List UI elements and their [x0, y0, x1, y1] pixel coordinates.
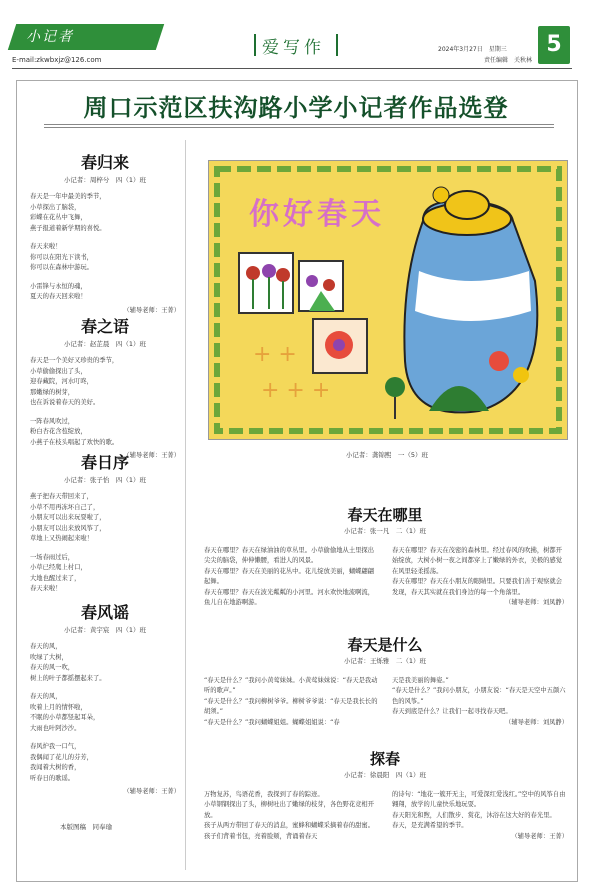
poem-line: 我闻着大树的香，	[30, 764, 81, 771]
article-teacher: （辅导老师：王菁）	[511, 832, 568, 840]
page-number: 5	[538, 26, 570, 64]
poem-line: 春天的风一吹，	[30, 664, 75, 671]
article-teacher: （辅导老师：刘凤静）	[505, 718, 568, 726]
page-headline: 周口示范区扶沟路小学小记者作品选登	[83, 94, 509, 122]
poem-4	[30, 600, 180, 801]
poem-title: 春日序	[80, 453, 129, 472]
poem-author: 小记者：赵芷晨 四（1）班	[63, 340, 147, 348]
article-title: 探春	[369, 750, 400, 768]
poem-line: 也在诉说着春天的美好。	[30, 399, 100, 406]
poem-author: 小记者：张子怡 四（1）班	[63, 476, 147, 484]
poem-teacher: （辅导老师：王菁）	[123, 306, 180, 314]
poem-line: 夏天的春天回来啦！	[30, 293, 87, 300]
poem-line: 一阵春风吹过，	[30, 417, 75, 425]
poem-line: 草地上又热闹起来啦！	[30, 535, 93, 542]
paragraph: 万物复苏，鸟语花香，我探到了春的踪迹。	[204, 791, 324, 798]
paragraph: 春天到底是什么？让我们一起寻找春天吧。	[392, 708, 512, 716]
paragraph: 春天，是充满希望的季节。	[392, 822, 468, 830]
brand-title: 小记者	[26, 29, 74, 45]
svg-text:+ +: + +	[253, 342, 297, 367]
poem-line: 春天来啦！	[30, 585, 62, 592]
poem-title: 春归来	[80, 153, 129, 172]
poem-line: 小燕子在枝头唱起了欢快的歌。	[30, 438, 119, 446]
article-column-left	[204, 546, 380, 608]
email-line: E-mail:zkwbxjz@126.com	[12, 56, 102, 64]
paragraph: “春天是什么？”我问柳树爷爷。柳树爷爷说：“春天是我长长的胡须。”	[204, 697, 378, 716]
poem-title: 春之语	[80, 317, 129, 336]
paragraph: 小草钢钢探出了头，柳树吐出了嫩绿的枝芽，各色野花竞相开放。	[204, 801, 375, 819]
poem-line: 你可以在阳光下读书，	[30, 253, 93, 261]
article-author: 小记者：徐晨阳 四（1）班	[343, 771, 427, 779]
poem-line: 春天是一个美好又珍贵的季节，	[30, 357, 119, 364]
poem-line: 大雨也叶阿沙沙。	[30, 724, 81, 732]
article-column-right	[392, 790, 568, 842]
poem-teacher: （辅导老师：王菁）	[123, 452, 180, 459]
paragraph: 天是我美丽的舞姿。”	[392, 677, 449, 684]
poem-line: 树上的叶子都摇摆起来了。	[30, 674, 106, 682]
paragraph: “春天是什么？”我问小黄莺妹妹。小黄莺妹妹说：“春天是我动听的歌声。”	[204, 677, 378, 695]
paragraph: 春天在哪里？春天在美丽的花丛中。花儿绽放美丽，蝴蝶翩翩起舞。	[204, 567, 375, 586]
paragraph: 孩子从两方带回了春天的消息，蜜蜂和蝴蝶采摘着春的甜蜜。孩子们背着书包，亮着脸颊，背诵着春天	[204, 822, 375, 840]
headline-rule-bottom	[44, 127, 554, 128]
poem-line: 粉白杏花含苞绽放，	[30, 428, 87, 435]
paragraph: 春天在哪里？春天在波光粼粼的小河里。河水欢快地流啊流，鱼儿自在地游啊游。	[204, 588, 375, 607]
article-column-right	[392, 676, 568, 728]
poem-line: 小朋友可以出来放风筝了，	[30, 524, 106, 532]
article-teacher: （辅导老师：刘凤静）	[505, 599, 568, 607]
poem-line: 春天来啦！	[30, 243, 62, 250]
poem-line: 小草已经爬上村口，	[30, 564, 87, 571]
poem-line: 吹着上月的情怀啦，	[30, 703, 87, 711]
poem-line: 迎春藏院，河水叮咚，	[30, 378, 93, 385]
poem-line: 小草不用再冻坏自己了，	[30, 503, 100, 511]
article-column-right	[392, 546, 568, 608]
poem-line: 燕子报道着新学期的喜悦。	[30, 224, 106, 232]
article-title: 春天是什么	[347, 636, 423, 654]
article-title: 春天在哪里	[347, 506, 423, 524]
poem-line: 小草探出了脑袋，	[30, 203, 81, 211]
headline-rule-top	[44, 124, 554, 125]
poem-line: 我偶闻了花儿的芬芳，	[30, 753, 93, 761]
poem-line: 一场春雨过后，	[30, 553, 75, 561]
poem-line: 大地也醒过来了，	[30, 574, 81, 582]
poem-line: 那嫩绿的树芽，	[30, 388, 75, 396]
paragraph: “春天是什么？”我问蝴蝶姐姐。蝴蝶姐姐说：“春	[204, 718, 340, 726]
poem-line: 吹绿了大树，	[30, 653, 68, 661]
paragraph: 春天在哪里？春天在小朋友的眼睛里。只要我们善于观察就会发现，春天其实就在我们身边的每一个角落里。	[392, 578, 563, 596]
paragraph: 春天在哪里？春天在绿油油的草丛里。小草偷偷地从土里探出尖尖的脑袋，伸伸懒腰，看进人的风景。	[204, 547, 375, 565]
poem-line: 小朋友可以出来玩耍啦了，	[30, 514, 106, 521]
section-divider-right	[336, 34, 338, 56]
poem-line: 小草偷偷探出了头，	[30, 367, 87, 375]
poem-line: 春风炉我一口气，	[30, 743, 81, 750]
poem-line: 燕子把春天带回来了，	[30, 493, 93, 500]
poem-line: 春天是一年中最美的季节，	[30, 193, 106, 200]
paragraph: 的诗句：“地花一簇开无主，可爱深红爱浅红。”空中的风筝自由翱翔，放学的儿童快乐地玩耍。	[392, 791, 566, 809]
poem-teacher: （辅导老师：王菁）	[123, 788, 180, 795]
paragraph: “春天是什么？”我问小朋友，小朋友说：“春天是天空中五颜六色的风筝。”	[392, 687, 566, 705]
editor-line: 责任编辑 关秋林	[484, 57, 533, 64]
poem-line: 彩蝶在花丛中飞舞，	[30, 214, 87, 221]
article-column-left	[204, 676, 380, 728]
poem-author: 小记者：周梓兮 四（1）班	[63, 176, 147, 184]
child-painting	[208, 160, 568, 440]
section-title: 爱写作	[262, 38, 325, 58]
footer-credit: 本版图稿 同奉瑜	[60, 823, 112, 831]
poem-line: 小雷锋与永恒的魂，	[30, 282, 87, 290]
painting-caption: 小记者：龚锦熙 一（5）班	[345, 451, 429, 459]
column-separator	[185, 140, 186, 870]
paragraph: 春天阳光和煦，人们散步、赏花，沐浴在这大好的春光里。	[392, 811, 556, 819]
poem-2	[30, 314, 180, 465]
poem-author: 小记者：黄宇宸 四（1）班	[63, 626, 147, 634]
poem-3	[30, 450, 180, 595]
poem-line: 听春日的歌谣。	[30, 774, 75, 782]
poem-line: 春天的风，	[30, 693, 62, 700]
poem-line: 春天的风，	[30, 643, 62, 650]
article-author: 小记者：张一凡 二（1）班	[343, 527, 427, 535]
svg-text:+ + +: + + +	[261, 378, 331, 403]
section-divider-left	[254, 34, 256, 56]
article-author: 小记者：王烁雅 二（1）班	[343, 657, 427, 665]
poem-line: 不眠的小草都竖起耳朵，	[30, 714, 100, 721]
article-column-left	[204, 790, 380, 842]
poem-line: 你可以在森林中游玩。	[30, 264, 93, 271]
paragraph: 春天在哪里？春天在茂密的森林里。经过春风的吹拂，树都开始绽放，大树小树一夜之间都穿上了嫩绿的外衣，美极的感觉在风里轻柔摇荡。	[392, 547, 563, 575]
date-line: 2024年3月27日 星期三	[438, 46, 507, 53]
poem-title: 春风谣	[80, 603, 129, 622]
poem-1	[30, 150, 180, 320]
header-rule	[12, 68, 572, 69]
painting-words: 你好春天	[249, 197, 385, 232]
